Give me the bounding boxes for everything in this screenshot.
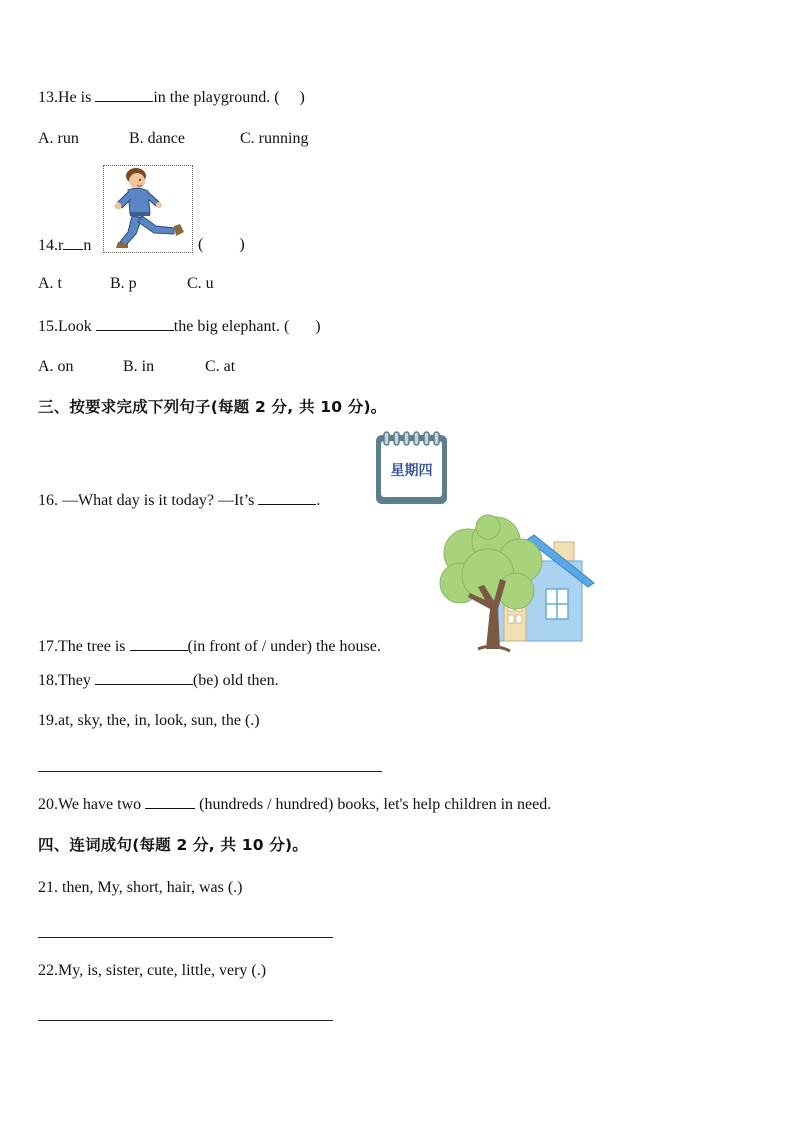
question-18 [38,670,279,691]
question-15 [38,316,321,337]
question-20 [38,794,551,815]
calendar-label: 星期四 [390,463,433,479]
q15-prefix: 15.Look [38,318,96,335]
q14-option-a[interactable]: A. t [38,275,62,292]
q14-letter-blank[interactable] [63,235,83,250]
q19-answer-line[interactable] [38,771,382,772]
q13-option-a[interactable]: A. run [38,130,79,147]
running-boy-icon [104,166,192,252]
question-22: 22.My, is, sister, cute, little, very (.) [38,962,267,979]
q15-option-b[interactable]: B. in [123,358,155,375]
q20-prefix: 20.We have two [38,796,146,813]
q15-option-a[interactable]: A. on [38,358,74,375]
q15-options [38,357,235,377]
q14-option-b[interactable]: B. p [110,275,137,292]
q13-prefix: 13.He is [38,89,96,106]
question-13 [38,87,305,108]
tree-house-picture [438,513,596,653]
calendar-picture [375,431,448,505]
q18-answer-blank[interactable] [95,670,193,685]
q17-prefix: 17.The tree is [38,638,130,655]
q18-suffix: (be) old then. [192,672,279,689]
question-19: 19.at, sky, the, in, look, sun, the (.) [38,712,260,729]
q15-answer-blank[interactable] [96,316,174,331]
q22-answer-line[interactable] [38,1020,333,1021]
calendar-icon [375,431,448,505]
q13-options [38,129,308,149]
question-14 [38,235,91,256]
q15-option-c[interactable]: C. at [205,358,236,375]
q14-options [38,274,214,294]
q18-prefix: 18.They [38,672,95,689]
question-21: 21. then, My, short, hair, was (.) [38,879,243,896]
q13-suffix: in the playground. ( [153,89,280,106]
q13-option-c[interactable]: C. running [240,130,309,147]
q17-suffix: (in front of / under) the house. [187,638,381,655]
q14-suffix: n [83,237,92,254]
q15-suffix: the big elephant. ( [173,318,290,335]
q14-answer-paren[interactable] [198,235,245,255]
tree-house-icon [438,513,596,653]
q13-answer-blank[interactable] [95,87,153,102]
question-17 [38,636,381,657]
running-boy-picture [103,165,193,253]
q17-answer-blank[interactable] [130,636,188,651]
q13-option-b[interactable]: B. dance [129,130,185,147]
q14-prefix: 14.r [38,237,64,254]
q14-open: ( [198,236,204,253]
q16-end: . [316,492,321,509]
q16-text: 16. —What day is it today? —It’s [38,492,259,509]
q20-suffix: (hundreds / hundred) books, let's help children in need. [195,796,552,813]
q14-option-c[interactable]: C. u [187,275,214,292]
question-16 [38,490,320,511]
q15-close: ) [315,318,321,335]
q14-close: ) [239,236,245,253]
q20-answer-blank[interactable] [145,794,195,809]
q13-close: ) [299,89,305,106]
section-4-heading: 四、连词成句(每题 2 分, 共 10 分)。 [38,836,308,854]
section-3-heading: 三、按要求完成下列句子(每题 2 分, 共 10 分)。 [38,398,387,416]
q21-answer-line[interactable] [38,937,333,938]
q16-answer-blank[interactable] [258,490,316,505]
